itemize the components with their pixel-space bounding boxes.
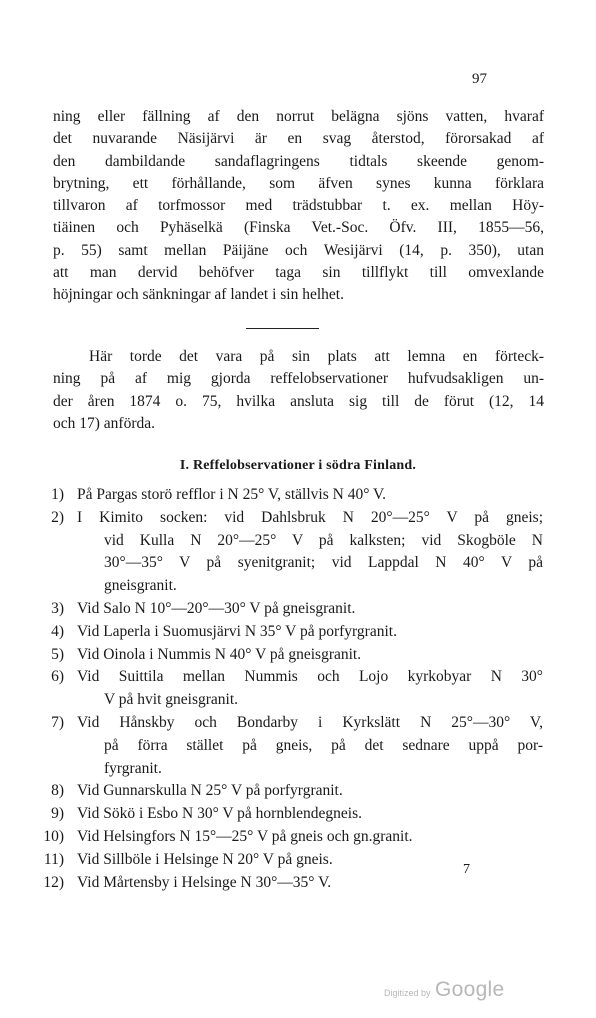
list-item (40, 598, 550, 621)
item-text: Vid Mårtensby i Helsinge N 30°—35° V. (77, 873, 332, 891)
item-number: 11) (43, 850, 64, 868)
section-divider (246, 328, 319, 329)
item-number: 8) (51, 782, 64, 800)
item-number: 10) (43, 827, 64, 845)
list-item (40, 826, 550, 849)
item-number: 4) (51, 622, 64, 640)
text-line: Här torde det vara på sin plats att lemna en förteck- (89, 348, 544, 365)
item-text: Vid Oinola i Nummis N 40° V på gneisgranit. (77, 645, 362, 663)
list-item (40, 644, 550, 667)
item-text: vid Kulla N 20°—25° V på kalksten; vid Skogböle N (104, 531, 543, 549)
digitized-watermark (384, 978, 505, 1002)
item-text: Vid Suittila mellan Nummis och Lojo kyrkobyar N 30° (77, 668, 543, 686)
item-text: Vid Hånskby och Bondarby i Kyrkslätt N 25°—30° V, (77, 713, 543, 731)
item-number: 1) (51, 486, 64, 503)
item-text: Vid Gunnarskulla N 25° V på porfyrgranit. (77, 782, 343, 800)
paragraph-intro (53, 346, 544, 435)
text-line: ning eller fällning af den norrut belägna sjöns vatten, hvaraf (53, 108, 544, 125)
list-item (40, 666, 550, 712)
text-line: tiäinen och Pyhäselkä (Finska Vet.-Soc. Öfv. III, 1855—56, (53, 219, 544, 237)
page-number: 97 (472, 71, 487, 87)
paragraph-continuation (53, 106, 544, 307)
signature-mark: 7 (463, 862, 470, 877)
item-text: Vid Helsingfors N 15°—25° V på gneis och gn.granit. (77, 827, 413, 845)
list-item (40, 780, 550, 803)
item-number: 3) (51, 599, 64, 617)
list-item (40, 712, 550, 780)
text-line: tillvaron af torfmossor med trädstubbar t. ex. mellan Höy- (53, 197, 544, 215)
text-line: p. 55) samt mellan Päijäne och Wesijärvi (14, p. 350), utan (53, 241, 544, 259)
item-number: 5) (51, 645, 64, 663)
item-text: V på hvit gneisgranit. (104, 691, 239, 709)
item-text: På Pargas storö refflor i N 25° V, ställvis N 40° V. (77, 486, 387, 503)
section-heading: I. Reffelobservationer i södra Finland. (179, 458, 417, 473)
observation-list (40, 484, 550, 894)
watermark-prefix: Digitized by (384, 988, 431, 998)
text-line: och 17) anförda. (53, 414, 155, 432)
item-text: I Kimito socken: vid Dahlsbruk N 20°—25° V på gneis; (77, 508, 543, 526)
text-line: det nuvarande Näsijärvi är en svag återstod, förorsakad af (53, 130, 544, 148)
list-item (40, 803, 550, 826)
list-item (40, 621, 550, 644)
item-text: Vid Salo N 10°—20°—30° V på gneisgranit. (77, 599, 356, 617)
item-number: 12) (43, 873, 64, 891)
item-number: 6) (51, 668, 64, 686)
item-text: gneisgranit. (104, 577, 177, 595)
text-line: brytning, ett förhållande, som äfven synes kunna förklara (53, 174, 544, 192)
item-text: 30°—35° V på syenitgranit; vid Lappdal N 40° V på (104, 554, 543, 572)
item-text: fyrgranit. (104, 759, 162, 777)
item-number: 9) (51, 805, 64, 823)
list-item (40, 849, 550, 872)
item-number: 2) (51, 508, 64, 526)
item-number: 7) (51, 713, 64, 731)
google-logo: Google (434, 978, 505, 1001)
text-line: att man dervid behöfver taga sin tillflykt till omvexlande (53, 264, 544, 282)
text-line: der åren 1874 o. 75, hvilka ansluta sig till de förut (12, 14 (53, 392, 544, 410)
item-text: Vid Laperla i Suomusjärvi N 35° V på porfyrgranit. (77, 622, 397, 640)
item-text: Vid Sökö i Esbo N 30° V på hornblendegneis. (77, 805, 362, 823)
item-text: Vid Sillböle i Helsinge N 20° V på gneis. (77, 850, 333, 868)
list-item (40, 484, 550, 507)
item-text: på förra stället på gneis, på det sednare uppå por- (104, 736, 543, 754)
text-line: höjningar och sänkningar af landet i sin helhet. (53, 286, 344, 304)
text-line: den dambildande sandaflagringens tidtals skeende genom- (53, 152, 544, 170)
list-item (40, 507, 550, 598)
list-item (40, 872, 550, 895)
text-line: ning på af mig gjorda reffelobservationer hufvudsakligen un- (53, 370, 544, 388)
